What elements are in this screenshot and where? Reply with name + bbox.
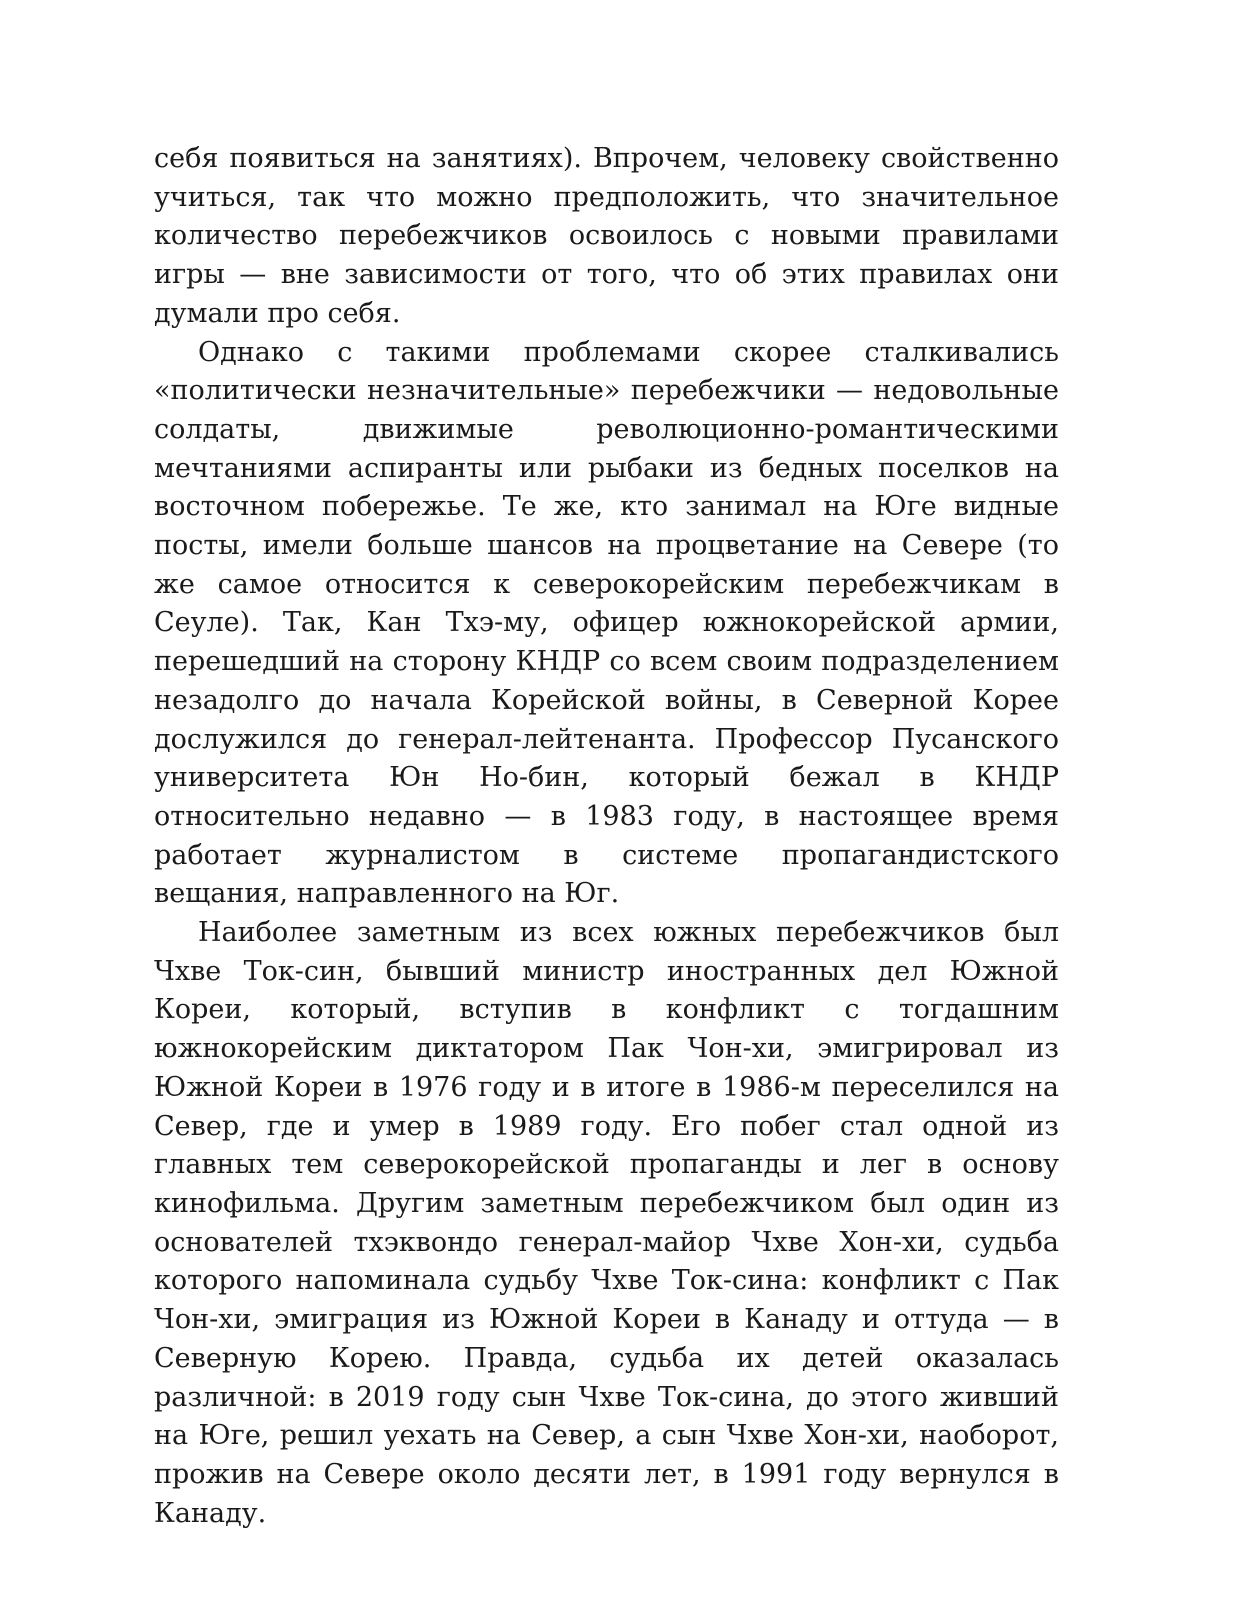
paragraph-defectors-status: Однако с такими проблемами скорее сталкивались «политически незначительные» перебежчики — недовольные солдаты, движимые революционно-романтическими мечтаниями аспиранты или рыбаки из бедных поселков на восточном побережье. Те же, кто занимал на Юге видные посты, имели больше шансов на процветание на Севере (то же самое относится к северокорейским перебежчикам в Сеуле). Так, Кан Тхэ-му, офицер южнокорейской армии, перешедший на сторону КНДР со всем своим подразделением незадолго до начала Корейской войны, в Северной Корее дослужился до генерал-лейтенанта. Профессор Пусанского университета Юн Но-бин, который бежал в КНДР относительно недавно — в 1983 году, в настоящее время работает журналистом в системе пропагандистского вещания, направленного на Юг. [154, 336, 1059, 910]
paragraph-notable-defectors: Наиболее заметным из всех южных перебежчиков был Чхве Ток-син, бывший министр иностранных дел Южной Кореи, который, вступив в конфликт с тогдашним южнокорейским диктатором Пак Чон-хи, эмигрировал из Южной Кореи в 1976 году и в итоге в 1986-м переселился на Север, где и умер в 1989 году. Его побег стал одной из главных тем северокорейской пропаганды и лег в основу кинофильма. Другим заметным перебежчиком был один из основателей тхэквондо генерал-майор Чхве Хон-хи, судьба которого напоминала судьбу Чхве Ток-сина: конфликт с Пак Чон-хи, эмиграция из Южной Кореи в Канаду и оттуда — в Северную Корею. Правда, судьба их детей оказалась различной: в 2019 году сын Чхве Ток-сина, до этого живший на Юге, решил уехать на Север, а сын Чхве Хон-хи, наоборот, прожив на Севере около десяти лет, в 1991 году вернулся в Канаду. [154, 917, 1059, 1529]
document-page [154, 140, 1059, 1533]
paragraph-continuation: себя появиться на занятиях). Впрочем, человеку свойственно учиться, так что можно предположить, что значительное количество перебежчиков освоилось с новыми правилами игры — вне зависимости от того, что об этих правилах они думали про себя. [154, 143, 1059, 329]
